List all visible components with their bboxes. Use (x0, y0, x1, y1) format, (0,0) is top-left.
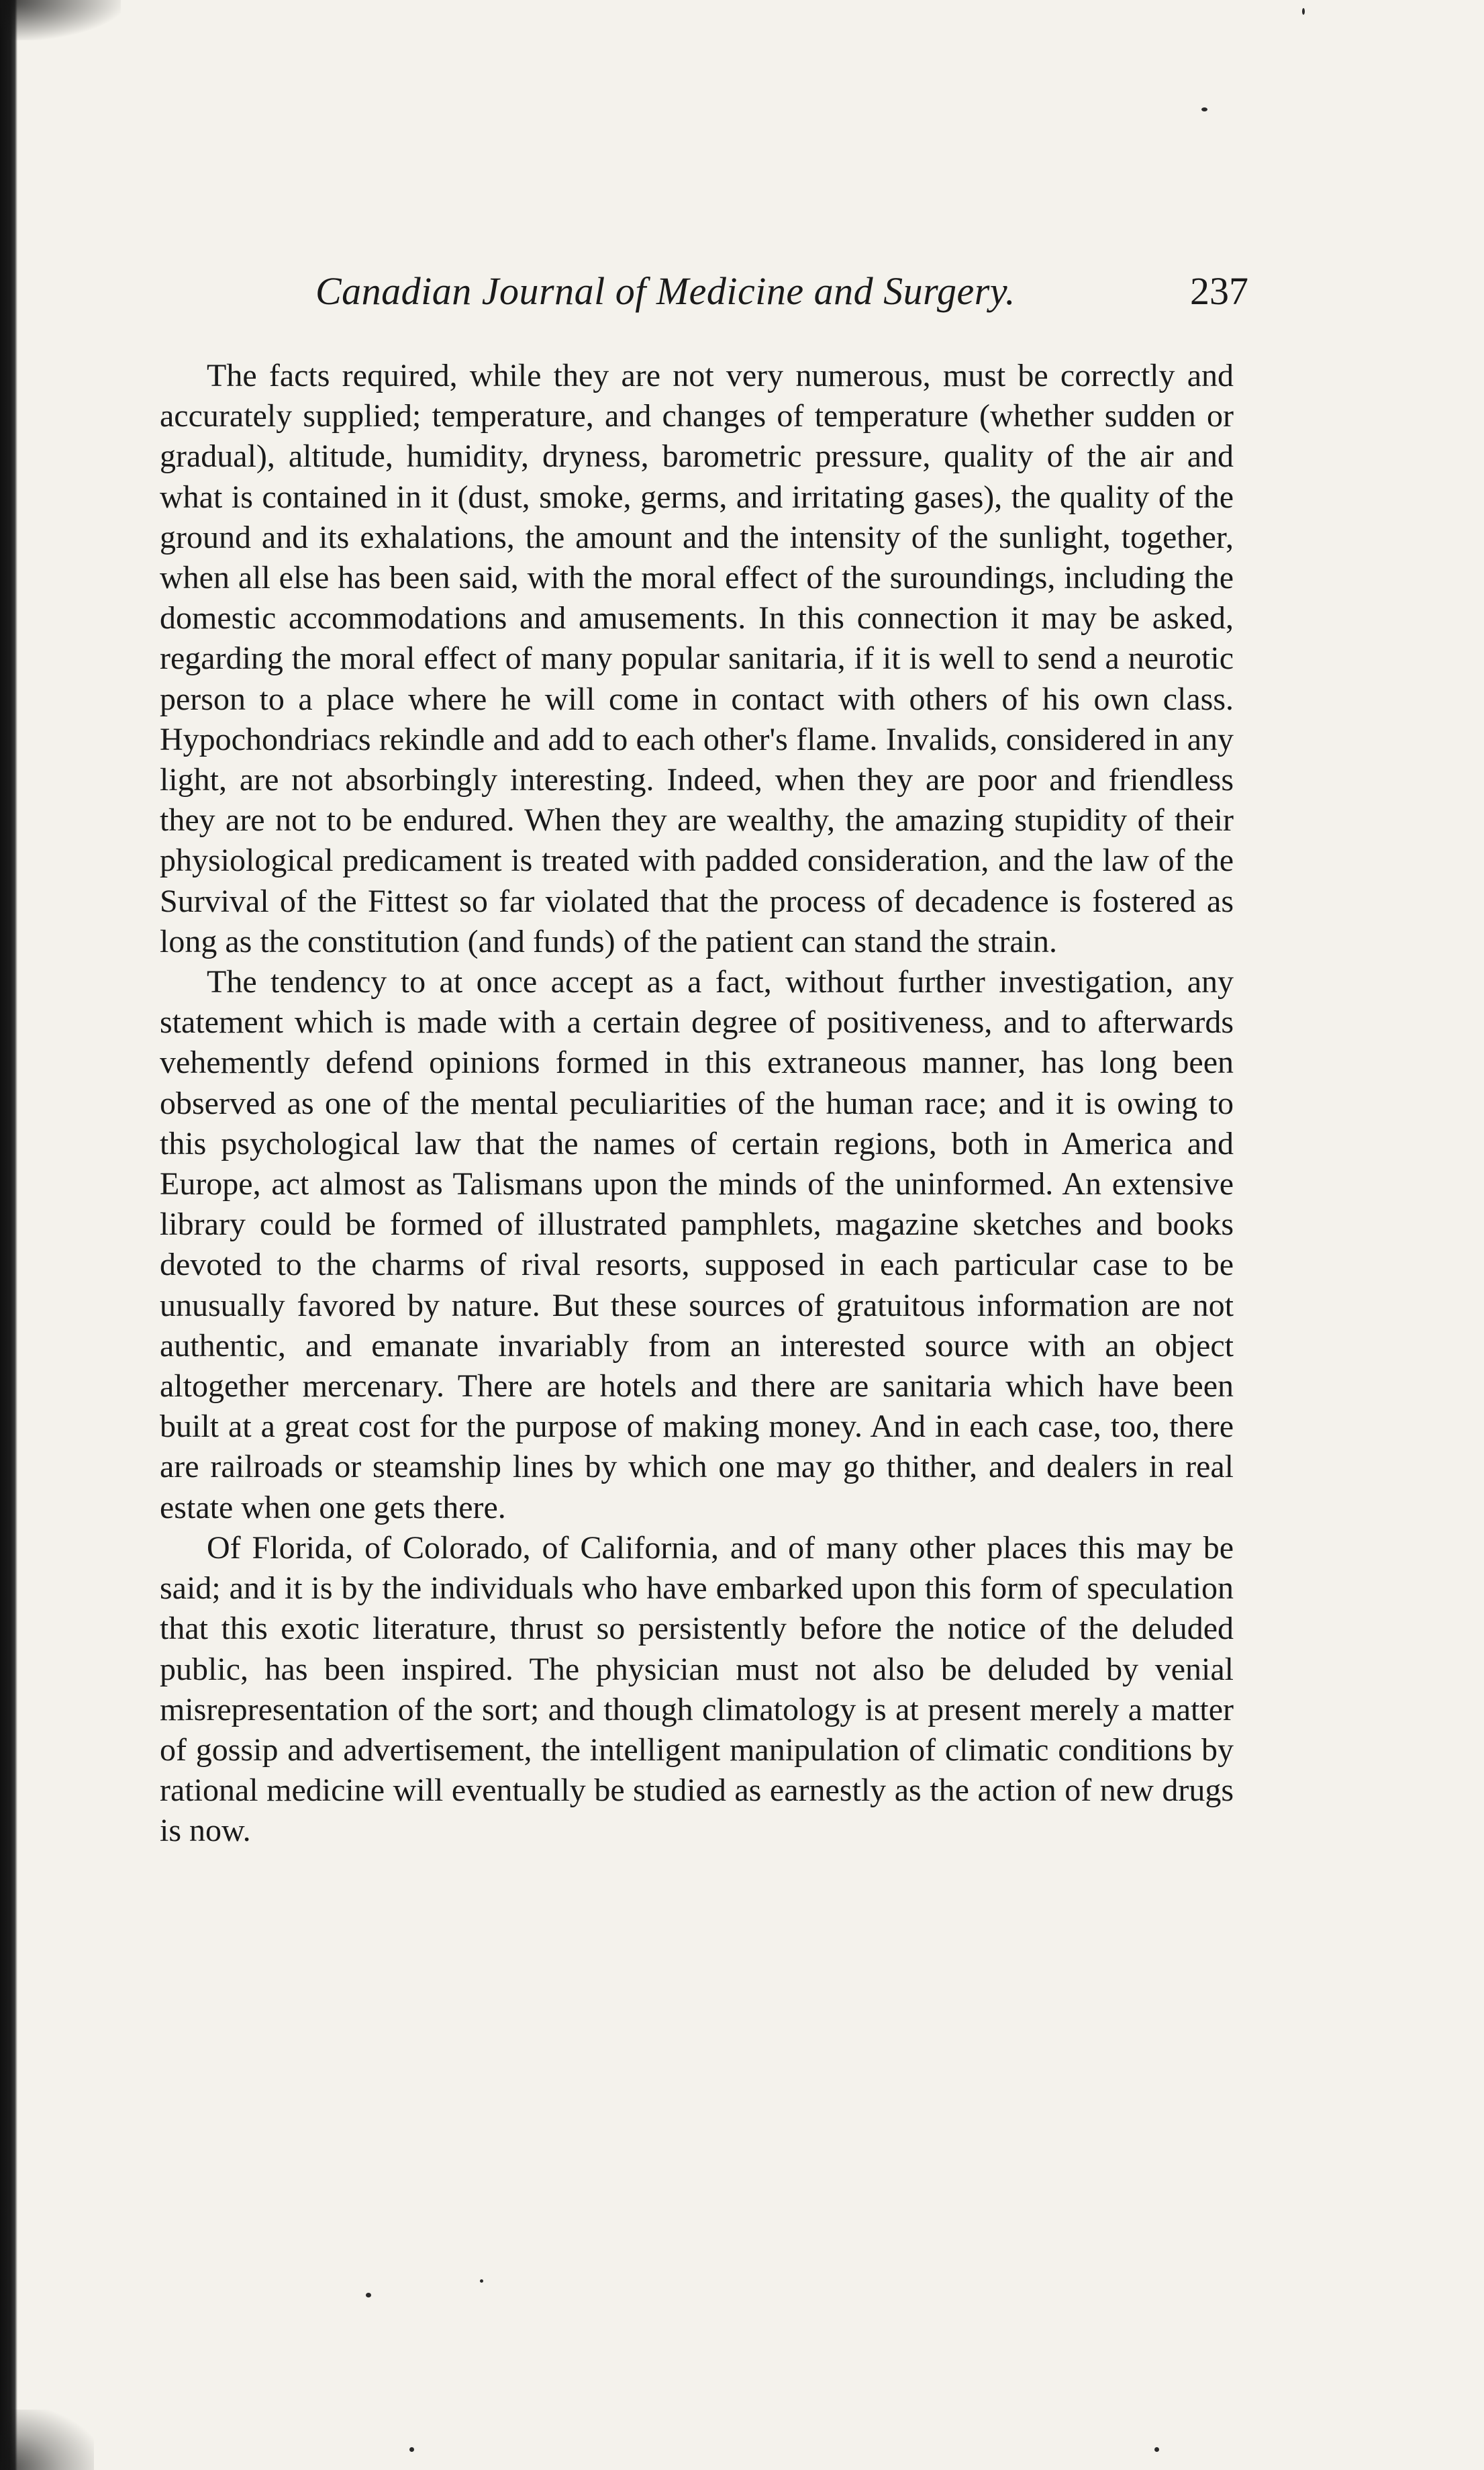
scan-page-edge (0, 0, 17, 2470)
running-title: Canadian Journal of Medicine and Surgery. (315, 269, 1016, 313)
scan-shadow-top (0, 0, 121, 40)
page-number: 237 (1190, 269, 1248, 313)
paragraph: The facts required, while they are not very numerous, must be correctly and accurately supplied; temperature, and changes of temperature (whether sudden or gradual), altitude, humidity, dryness, barometric pressure, quality of the air and what is contained in it (dust, smoke, germs, and irritating gases), the quality of the ground and its exhalations, the amount and the intensity of the sunlight, together, when all else has been said, with the moral effect of the suroundings, including the domestic accommodations and amusements. In this connection it may be asked, regarding the moral effect of many popular sanitaria, if it is well to send a neurotic person to a place where he will come in contact with others of his own class. Hypochondriacs rekindle and add to each other's flame. Invalids, considered in any light, are not absorbingly interesting. Indeed, when they are poor and friendless they are not to be endured. When they are wealthy, the amazing stupidity of their physiological predicament is treated with padded consideration, and the law of the Survival of the Fittest so far violated that the process of decadence is fostered as long as the constitution (and funds) of the patient can stand the strain. (160, 358, 1234, 959)
page-header (315, 269, 1248, 322)
ink-speck (480, 2279, 483, 2283)
scan-shadow-bottom (0, 2410, 94, 2470)
article-body (160, 356, 1234, 1852)
ink-speck (409, 2447, 414, 2452)
ink-speck (366, 2293, 371, 2297)
paragraph: The tendency to at once accept as a fact, without further investigation, any statement which is made with a certain degree of positiveness, and to afterwards vehemently defend opinions formed in this extraneous manner, has long been observed as one of the mental peculiarities of the human race; and it is owing to this psychological law that the names of certain regions, both in America and Europe, act almost as Talismans upon the minds of the uninformed. An extensive library could be formed of illustrated pamphlets, magazine sketches and books devoted to the charms of rival resorts, supposed in each particular case to be unusually favored by nature. But these sources of gratuitous information are not authentic, and emanate invariably from an interested source with an object altogether mercenary. There are hotels and there are sanitaria which have been built at a great cost for the purpose of making money. And in each case, too, there are railroads or steamship lines by which one may go thither, and dealers in real estate when one gets there. (160, 964, 1234, 1525)
ink-speck (1302, 8, 1305, 15)
paragraph: Of Florida, of Colorado, of California, and of many other places this may be said; and it is by the individuals who have embarked upon this form of speculation that this exotic literature, thrust so persistently before the notice of the deluded public, has been inspired. The physician must not also be deluded by venial misrepresentation of the sort; and though climatology is at present merely a matter of gossip and advertisement, the intelligent manipulation of climatic conditions by rational medicine will eventually be studied as earnestly as the action of new drugs is now. (160, 1529, 1234, 1849)
ink-speck (1201, 107, 1207, 111)
ink-speck (1154, 2447, 1159, 2452)
